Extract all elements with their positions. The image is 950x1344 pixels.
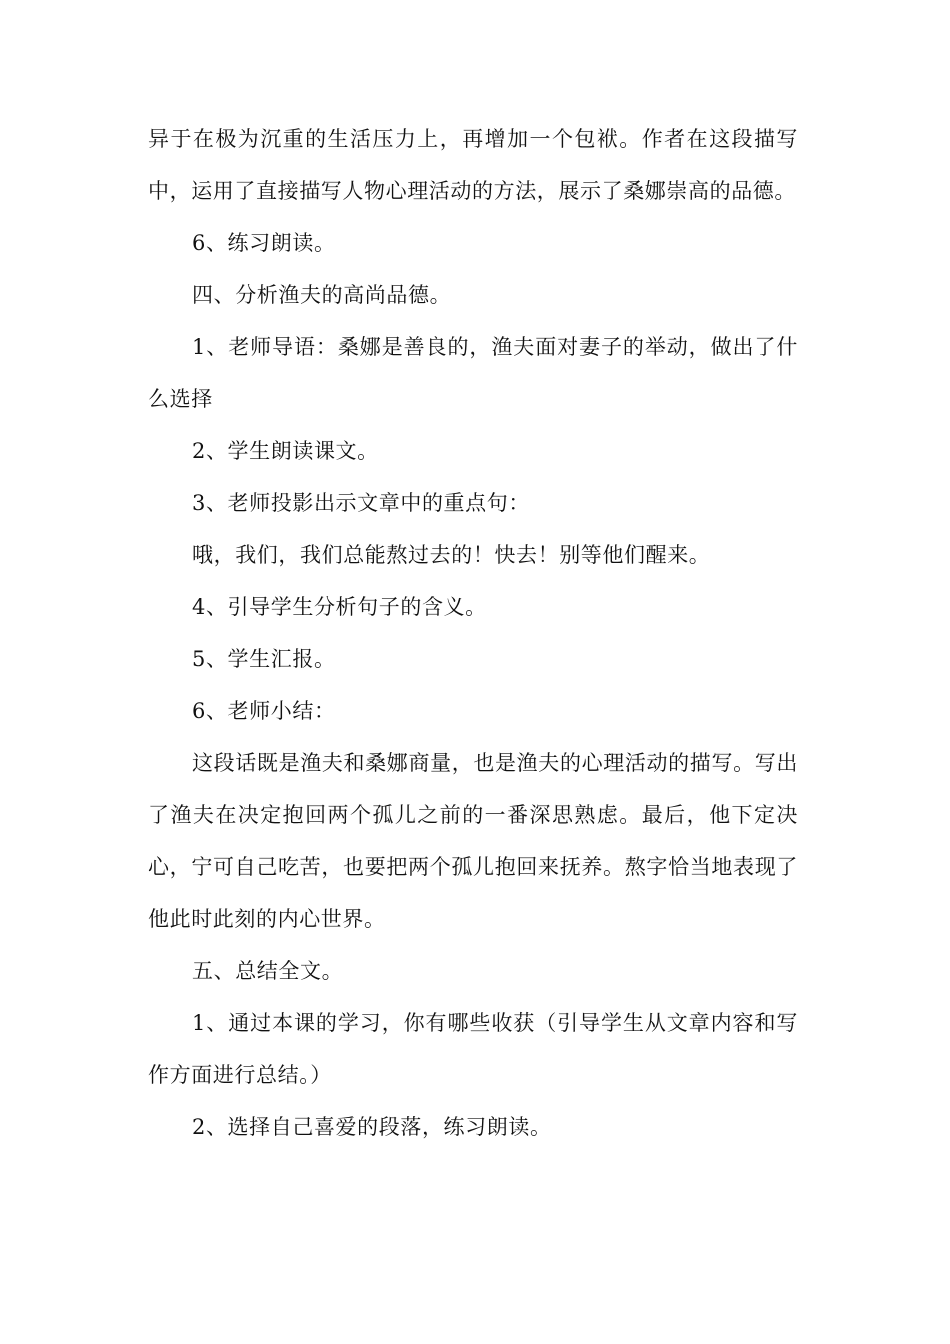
section-heading-5: 五、总结全文。 (192, 959, 344, 983)
quoted-sentence: 哦，我们，我们总能熬过去的！快去！别等他们醒来。 (192, 543, 711, 567)
paragraph-step-6-summary: 6、老师小结： (192, 699, 336, 723)
paragraph-step-1: 1、老师导语：桑娜是善良的，渔夫面对妻子的举动，做出了什么选择 (148, 335, 798, 411)
paragraph-conclusion-2: 2、选择自己喜爱的段落，练习朗读。 (192, 1115, 552, 1139)
paragraph-step-2: 2、学生朗读课文。 (192, 439, 379, 463)
paragraph-step-5: 5、学生汇报。 (192, 647, 336, 671)
document-body (148, 113, 798, 1153)
paragraph-continuation: 异于在极为沉重的生活压力上，再增加一个包袱。作者在这段描写中，运用了直接描写人物心理活动的方法，展示了桑娜崇高的品德。 (148, 127, 798, 203)
paragraph-conclusion-1: 1、通过本课的学习，你有哪些收获（引导学生从文章内容和写作方面进行总结。） (148, 1011, 798, 1087)
section-heading-4: 四、分析渔夫的高尚品德。 (192, 283, 452, 307)
paragraph-step-3: 3、老师投影出示文章中的重点句： (192, 491, 530, 515)
paragraph-step-6-read: 6、练习朗读。 (192, 231, 336, 255)
paragraph-step-4: 4、引导学生分析句子的含义。 (192, 595, 487, 619)
paragraph-summary-text: 这段话既是渔夫和桑娜商量，也是渔夫的心理活动的描写。写出了渔夫在决定抱回两个孤儿之前的一番深思熟虑。最后，他下定决心，宁可自己吃苦，也要把两个孤儿抱回来抚养。熬字恰当地表现了他此时此刻的内心世界。 (148, 751, 798, 931)
